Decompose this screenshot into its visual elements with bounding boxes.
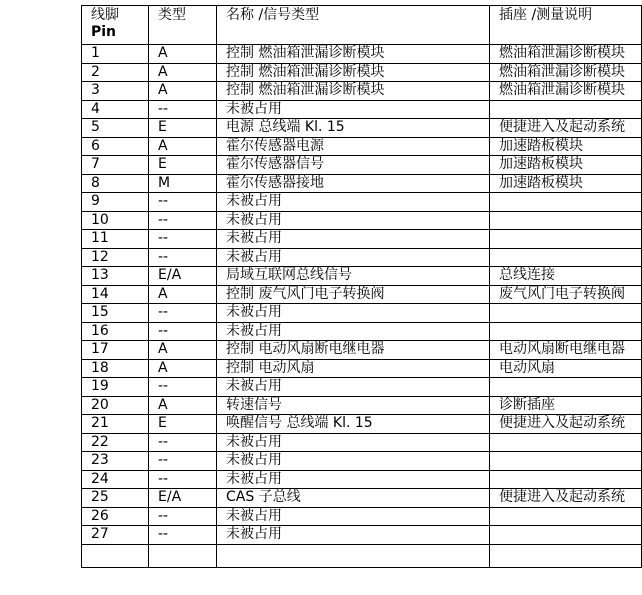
type-cell: -- [149,193,217,212]
connector-cell: 总线连接 [490,267,642,286]
header-connector-label: 插座 /测量说明 [499,7,593,23]
table-row [82,82,642,101]
type-cell: -- [149,470,217,489]
name-cell: 霍尔传感器接地 [217,174,490,193]
pin-cell: 3 [82,82,149,101]
pin-cell: 14 [82,285,149,304]
table-row [82,100,642,119]
name-cell: 未被占用 [217,193,490,212]
pin-assignment-table [81,5,642,568]
pin-cell: 25 [82,489,149,508]
type-cell: -- [149,378,217,397]
header-pin-label-en: Pin [91,24,117,40]
name-cell: 控制 电动风扇 [217,359,490,378]
connector-cell [490,433,642,452]
pin-cell: 19 [82,378,149,397]
connector-cell: 诊断插座 [490,396,642,415]
connector-cell: 加速踏板模块 [490,156,642,175]
connector-cell: 废气风门电子转换阀 [490,285,642,304]
name-cell: 局域互联网总线信号 [217,267,490,286]
pin-cell: 21 [82,415,149,434]
type-cell: E [149,156,217,175]
table-row [82,156,642,175]
empty-cell [490,544,642,567]
header-pin-label-zh: 线脚 [91,7,119,23]
type-cell: A [149,285,217,304]
table-row [82,470,642,489]
connector-cell [490,322,642,341]
type-cell: A [149,137,217,156]
pin-cell: 22 [82,433,149,452]
connector-cell [490,507,642,526]
type-cell: -- [149,230,217,249]
pin-cell: 1 [82,45,149,64]
table-row [82,230,642,249]
table-row [82,119,642,138]
name-cell: 控制 燃油箱泄漏诊断模块 [217,63,490,82]
table-row [82,174,642,193]
connector-cell: 便捷进入及起动系统 [490,489,642,508]
connector-cell: 便捷进入及起动系统 [490,415,642,434]
table-row [82,267,642,286]
type-cell: -- [149,100,217,119]
empty-cell [149,544,217,567]
table-row [82,193,642,212]
connector-cell [490,304,642,323]
connector-cell: 电动风扇断电继电器 [490,341,642,360]
connector-cell [490,193,642,212]
pin-cell: 7 [82,156,149,175]
name-cell: 未被占用 [217,452,490,471]
name-cell: 控制 燃油箱泄漏诊断模块 [217,82,490,101]
type-cell: A [149,359,217,378]
table-row [82,341,642,360]
header-type [149,6,217,45]
type-cell: E/A [149,267,217,286]
name-cell: 霍尔传感器电源 [217,137,490,156]
table-row [82,137,642,156]
name-cell: 电源 总线端 Kl. 15 [217,119,490,138]
name-cell: 未被占用 [217,304,490,323]
connector-cell: 燃油箱泄漏诊断模块 [490,82,642,101]
pin-cell: 27 [82,526,149,545]
type-cell: E/A [149,489,217,508]
type-cell: A [149,45,217,64]
table-header [82,6,642,45]
type-cell: -- [149,248,217,267]
pin-cell: 11 [82,230,149,249]
type-cell: -- [149,211,217,230]
table-row [82,211,642,230]
name-cell: CAS 子总线 [217,489,490,508]
pin-cell: 17 [82,341,149,360]
name-cell: 未被占用 [217,433,490,452]
table-row [82,396,642,415]
table-row [82,507,642,526]
connector-cell [490,526,642,545]
name-cell: 未被占用 [217,507,490,526]
header-connector [490,6,642,45]
type-cell: M [149,174,217,193]
empty-row [82,544,642,567]
table-row [82,489,642,508]
connector-cell [490,248,642,267]
connector-cell: 燃油箱泄漏诊断模块 [490,45,642,64]
pin-cell: 16 [82,322,149,341]
name-cell: 霍尔传感器信号 [217,156,490,175]
table-row [82,378,642,397]
name-cell: 控制 电动风扇断电继电器 [217,341,490,360]
table-row [82,526,642,545]
pin-cell: 18 [82,359,149,378]
table-row [82,415,642,434]
pin-cell: 4 [82,100,149,119]
type-cell: -- [149,433,217,452]
pin-cell: 2 [82,63,149,82]
type-cell: E [149,119,217,138]
table-row [82,322,642,341]
table-row [82,359,642,378]
pin-cell: 23 [82,452,149,471]
connector-cell: 便捷进入及起动系统 [490,119,642,138]
pin-cell: 26 [82,507,149,526]
table-row [82,452,642,471]
type-cell: E [149,415,217,434]
pin-cell: 6 [82,137,149,156]
header-name [217,6,490,45]
connector-cell [490,230,642,249]
table-row [82,45,642,64]
name-cell: 控制 燃油箱泄漏诊断模块 [217,45,490,64]
connector-cell: 电动风扇 [490,359,642,378]
connector-cell: 加速踏板模块 [490,174,642,193]
header-pin [82,6,149,45]
connector-cell [490,452,642,471]
connector-cell [490,100,642,119]
table-row [82,304,642,323]
empty-cell [217,544,490,567]
name-cell: 控制 废气风门电子转换阀 [217,285,490,304]
connector-cell: 加速踏板模块 [490,137,642,156]
name-cell: 未被占用 [217,230,490,249]
pin-cell: 12 [82,248,149,267]
pin-cell: 13 [82,267,149,286]
empty-cell [82,544,149,567]
name-cell: 唤醒信号 总线端 Kl. 15 [217,415,490,434]
connector-cell [490,470,642,489]
pin-cell: 10 [82,211,149,230]
table-row [82,285,642,304]
type-cell: A [149,396,217,415]
pin-cell: 8 [82,174,149,193]
connector-cell: 燃油箱泄漏诊断模块 [490,63,642,82]
pin-cell: 5 [82,119,149,138]
pin-cell: 24 [82,470,149,489]
pin-cell: 9 [82,193,149,212]
pin-cell: 20 [82,396,149,415]
header-row [82,6,642,45]
header-type-label: 类型 [158,7,186,23]
connector-cell [490,211,642,230]
name-cell: 未被占用 [217,378,490,397]
name-cell: 未被占用 [217,211,490,230]
table-row [82,248,642,267]
name-cell: 未被占用 [217,470,490,489]
type-cell: A [149,63,217,82]
table-body [82,45,642,568]
type-cell: -- [149,507,217,526]
connector-cell [490,378,642,397]
name-cell: 未被占用 [217,322,490,341]
type-cell: -- [149,452,217,471]
name-cell: 未被占用 [217,100,490,119]
name-cell: 未被占用 [217,526,490,545]
type-cell: -- [149,304,217,323]
type-cell: -- [149,322,217,341]
table-row [82,433,642,452]
header-name-label: 名称 /信号类型 [226,7,320,23]
pin-cell: 15 [82,304,149,323]
name-cell: 未被占用 [217,248,490,267]
name-cell: 转速信号 [217,396,490,415]
table-row [82,63,642,82]
type-cell: -- [149,526,217,545]
type-cell: A [149,82,217,101]
type-cell: A [149,341,217,360]
